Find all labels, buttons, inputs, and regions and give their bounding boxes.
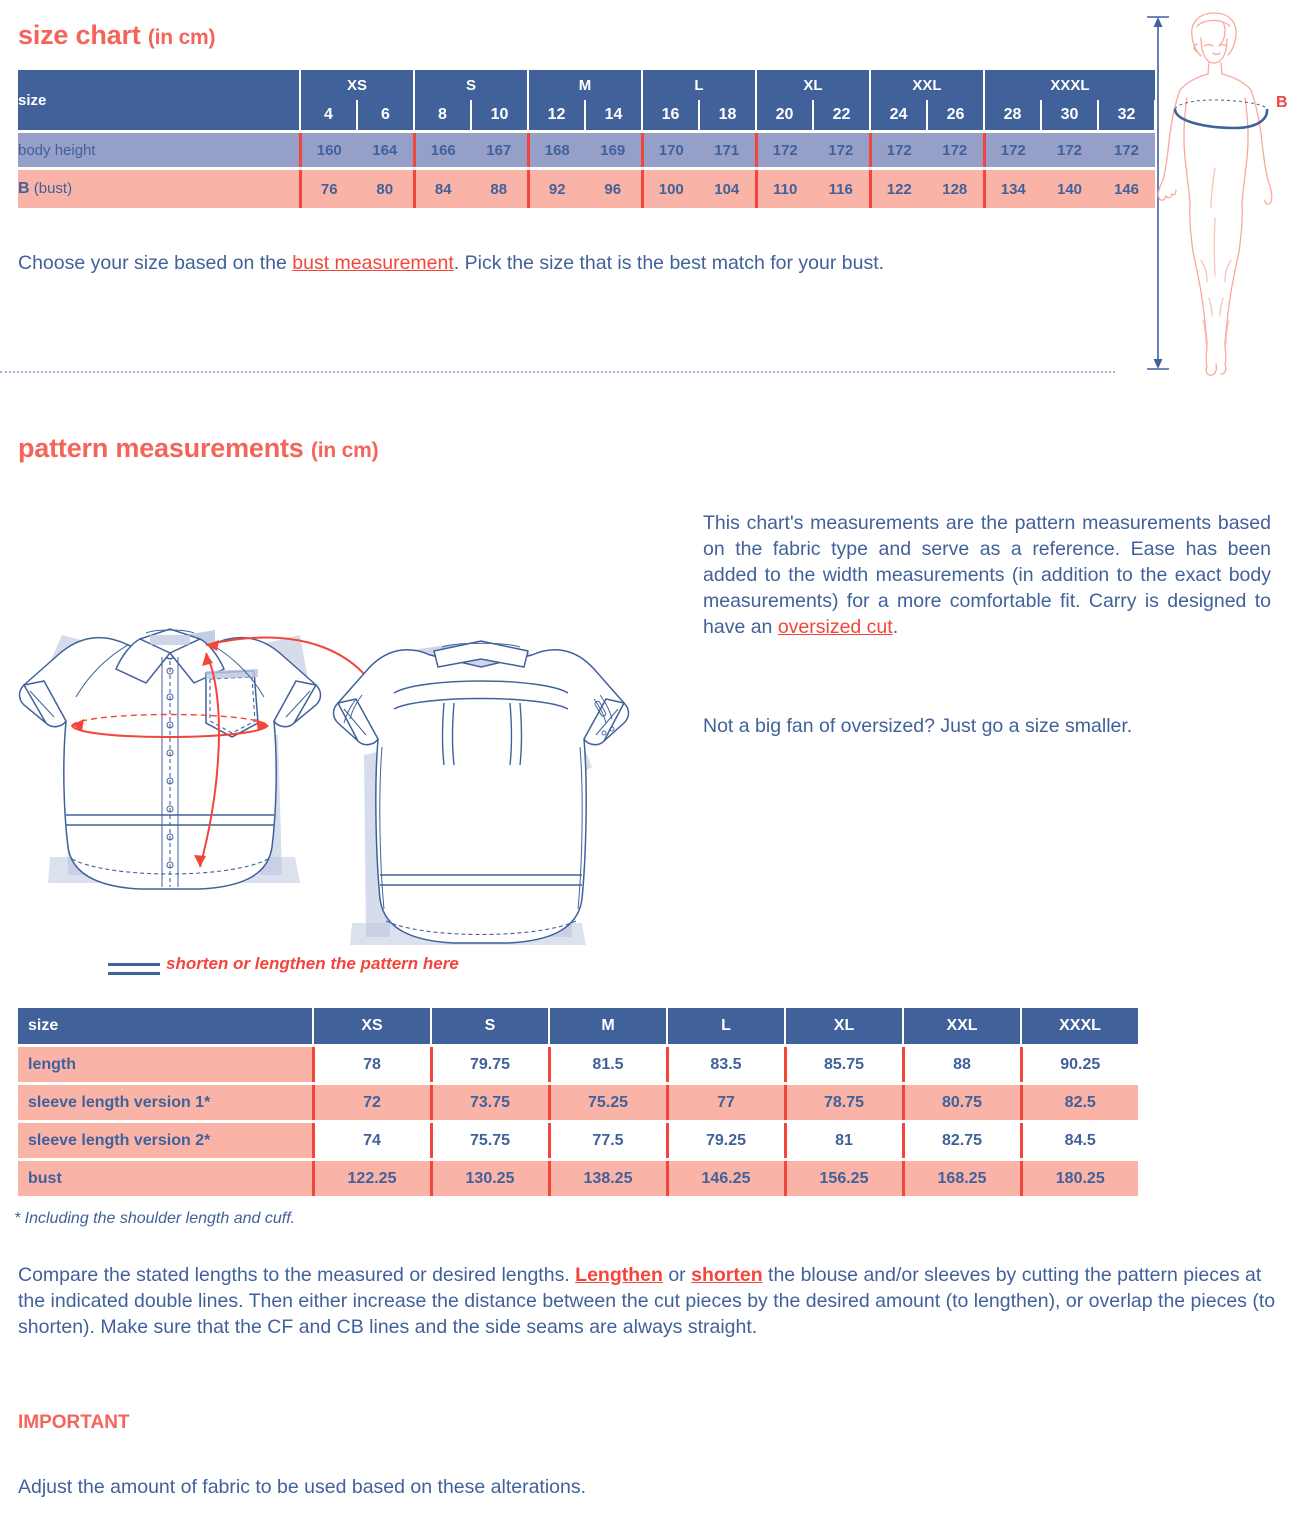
size-group-header-xxxl: XXXL [984, 70, 1155, 100]
row-label-body-height: body height [18, 133, 300, 167]
sleeve-v1-m: 75.25 [549, 1085, 667, 1120]
length-m: 81.5 [549, 1047, 667, 1082]
pattern-size-label: size [18, 1008, 313, 1044]
sleeve-v2-xxl: 82.75 [903, 1123, 1021, 1158]
body-height-xxxl-32: 172 [1098, 133, 1155, 167]
size-chart-size-label: size [18, 70, 300, 130]
length-xxl: 88 [903, 1047, 1021, 1082]
pattern-col-l: L [667, 1008, 785, 1044]
bust-l-18: 104 [699, 170, 756, 208]
pattern-bust-s: 130.25 [431, 1161, 549, 1196]
pattern-rowlabel-bust: bust [18, 1161, 313, 1196]
size-chart-heading [18, 20, 215, 51]
double-line-symbol-top [108, 963, 160, 966]
shorten-link: shorten [691, 1264, 763, 1286]
numeric-size-4: 4 [300, 100, 357, 130]
numeric-size-12: 12 [528, 100, 585, 130]
bust-xl-22: 116 [813, 170, 870, 208]
important-note: Adjust the amount of fabric to be used based on these alterations. [18, 1476, 587, 1498]
bust-letter: B [18, 180, 30, 197]
bust-xxxl-28: 134 [984, 170, 1041, 208]
body-height-m-12: 168 [528, 133, 585, 167]
sleeve-v1-l: 77 [667, 1085, 785, 1120]
pattern-col-m: M [549, 1008, 667, 1044]
pattern-bust-xs: 122.25 [313, 1161, 431, 1196]
pattern-col-xs: XS [313, 1008, 431, 1044]
numeric-size-18: 18 [699, 100, 756, 130]
body-height-l-16: 170 [642, 133, 699, 167]
numeric-size-28: 28 [984, 100, 1041, 130]
body-measurement-figure [1135, 8, 1300, 383]
body-height-xl-20: 172 [756, 133, 813, 167]
pattern-col-xl: XL [785, 1008, 903, 1044]
sleeve-v2-m: 77.5 [549, 1123, 667, 1158]
bust-xxxl-30: 140 [1041, 170, 1098, 208]
pattern-row-sleeve-v1 [18, 1085, 1138, 1120]
pattern-col-xxxl: XXXL [1021, 1008, 1138, 1044]
pattern-bust-l: 146.25 [667, 1161, 785, 1196]
pattern-rowlabel-sleeve-v2: sleeve length version 2* [18, 1123, 313, 1158]
numeric-size-20: 20 [756, 100, 813, 130]
numeric-size-14: 14 [585, 100, 642, 130]
pattern-intro-paragraph [703, 510, 1271, 640]
body-height-xs-6: 164 [357, 133, 414, 167]
shirt-front-view [20, 629, 390, 889]
numeric-size-22: 22 [813, 100, 870, 130]
lengthen-link: Lengthen [575, 1264, 663, 1286]
legend-label: shorten or lengthen the pattern here [166, 954, 459, 973]
bust-word: (bust) [29, 180, 73, 197]
bust-marker-label: B [1276, 94, 1288, 111]
bust-s-8: 84 [414, 170, 471, 208]
sleeve-v1-s: 73.75 [431, 1085, 549, 1120]
length-s: 79.75 [431, 1047, 549, 1082]
shirt-back-view [334, 641, 629, 945]
shirt-technical-drawings [10, 485, 710, 950]
bust-xxl-26: 128 [927, 170, 984, 208]
body-height-s-10: 167 [471, 133, 528, 167]
body-height-xs-4: 160 [300, 133, 357, 167]
sleeve-v1-xs: 72 [313, 1085, 431, 1120]
sleeve-v2-xl: 81 [785, 1123, 903, 1158]
body-height-s-8: 166 [414, 133, 471, 167]
length-xs: 78 [313, 1047, 431, 1082]
size-chart-note [18, 250, 1118, 276]
pattern-row-length [18, 1047, 1138, 1082]
bust-m-14: 96 [585, 170, 642, 208]
size-group-header-l: L [642, 70, 756, 100]
body-height-xxl-26: 172 [927, 133, 984, 167]
sleeve-v1-xl: 78.75 [785, 1085, 903, 1120]
numeric-size-16: 16 [642, 100, 699, 130]
sleeve-v2-l: 79.25 [667, 1123, 785, 1158]
alteration-instructions [18, 1262, 1276, 1340]
numeric-size-10: 10 [471, 100, 528, 130]
pattern-col-s: S [431, 1008, 549, 1044]
alteration-text-mid: or [662, 1264, 692, 1286]
pattern-measurements-heading [18, 433, 378, 464]
size-group-header-xs: XS [300, 70, 414, 100]
bust-xxl-24: 122 [870, 170, 927, 208]
note-text-before: Choose your size based on the [18, 252, 293, 274]
length-xxxl: 90.25 [1021, 1047, 1138, 1082]
body-height-xxxl-30: 172 [1041, 133, 1098, 167]
size-chart-unit: (in cm) [147, 26, 216, 49]
body-height-m-14: 169 [585, 133, 642, 167]
pattern-table-header-row [18, 1008, 1138, 1044]
sleeve-v2-xs: 74 [313, 1123, 431, 1158]
pattern-row-sleeve-v2 [18, 1123, 1138, 1158]
alteration-text-after: the blouse and/or sleeves by cutting the pattern pieces at the indicated double lines. Then either increase the distance between the cut pieces by the desired amount (to lengthen), or overlap the pieces (to shorten). Make sure that the CF and CB lines and the side seams are always straight. [18, 1264, 1276, 1338]
bust-xs-4: 76 [300, 170, 357, 208]
alteration-text-before: Compare the stated lengths to the measured or desired lengths. [18, 1264, 576, 1286]
body-height-l-18: 171 [699, 133, 756, 167]
numeric-size-24: 24 [870, 100, 927, 130]
bust-xl-20: 110 [756, 170, 813, 208]
important-label: IMPORTANT [18, 1412, 130, 1433]
oversized-cut-link: oversized cut [777, 616, 893, 638]
size-group-header-xxl: XXL [870, 70, 984, 100]
size-chart-title: size chart [18, 20, 141, 50]
bust-xxxl-32: 146 [1098, 170, 1155, 208]
pattern-unit: (in cm) [310, 439, 379, 462]
numeric-size-30: 30 [1041, 100, 1098, 130]
sleeve-v2-s: 75.75 [431, 1123, 549, 1158]
size-group-header-xl: XL [756, 70, 870, 100]
bust-measurement-link: bust measurement [292, 252, 454, 274]
size-group-header-s: S [414, 70, 528, 100]
bust-s-10: 88 [471, 170, 528, 208]
size-chart-header-letter-row [18, 70, 1155, 100]
pattern-rowlabel-sleeve-v1: sleeve length version 1* [18, 1085, 313, 1120]
pattern-bust-xxl: 168.25 [903, 1161, 1021, 1196]
numeric-size-8: 8 [414, 100, 471, 130]
section-divider [0, 371, 1115, 373]
double-line-symbol-bottom [108, 972, 160, 975]
size-group-header-m: M [528, 70, 642, 100]
female-body-outline [1158, 13, 1272, 375]
body-height-xl-22: 172 [813, 133, 870, 167]
row-label-bust [18, 170, 300, 208]
bust-xs-6: 80 [357, 170, 414, 208]
bust-m-12: 92 [528, 170, 585, 208]
pattern-title: pattern measurements [18, 433, 304, 463]
pattern-bust-m: 138.25 [549, 1161, 667, 1196]
pattern-table-footnote: * Including the shoulder length and cuff. [14, 1210, 296, 1227]
note-text-after: . Pick the size that is the best match for your bust. [453, 252, 885, 274]
body-height-xxl-24: 172 [870, 133, 927, 167]
pattern-intro-text: This chart's measurements are the pattern measurements based on the fabric type and serve as a reference. Ease has been added to the width measurements (in addition to the exact body measurements) for a more comfortable fit. Carry is designed to have an [703, 512, 1271, 638]
size-chart-body-height-row [18, 133, 1155, 167]
numeric-size-32: 32 [1098, 100, 1155, 130]
pattern-intro-paragraph-2: Not a big fan of oversized? Just go a size smaller. [703, 715, 1133, 737]
pattern-bust-xl: 156.25 [785, 1161, 903, 1196]
pattern-intro-text-after: . [892, 616, 899, 638]
pattern-rowlabel-length: length [18, 1047, 313, 1082]
bust-l-16: 100 [642, 170, 699, 208]
pattern-col-xxl: XXL [903, 1008, 1021, 1044]
size-chart-bust-row [18, 170, 1155, 208]
sleeve-v1-xxxl: 82.5 [1021, 1085, 1138, 1120]
sleeve-v2-xxxl: 84.5 [1021, 1123, 1138, 1158]
pattern-bust-xxxl: 180.25 [1021, 1161, 1138, 1196]
numeric-size-26: 26 [927, 100, 984, 130]
size-chart-table [18, 70, 1156, 208]
numeric-size-6: 6 [357, 100, 414, 130]
pattern-row-bust [18, 1161, 1138, 1196]
body-height-xxxl-28: 172 [984, 133, 1041, 167]
length-l: 83.5 [667, 1047, 785, 1082]
sleeve-v1-xxl: 80.75 [903, 1085, 1021, 1120]
length-xl: 85.75 [785, 1047, 903, 1082]
pattern-measurements-table [18, 1008, 1138, 1196]
bust-measurement-line [1175, 100, 1267, 128]
